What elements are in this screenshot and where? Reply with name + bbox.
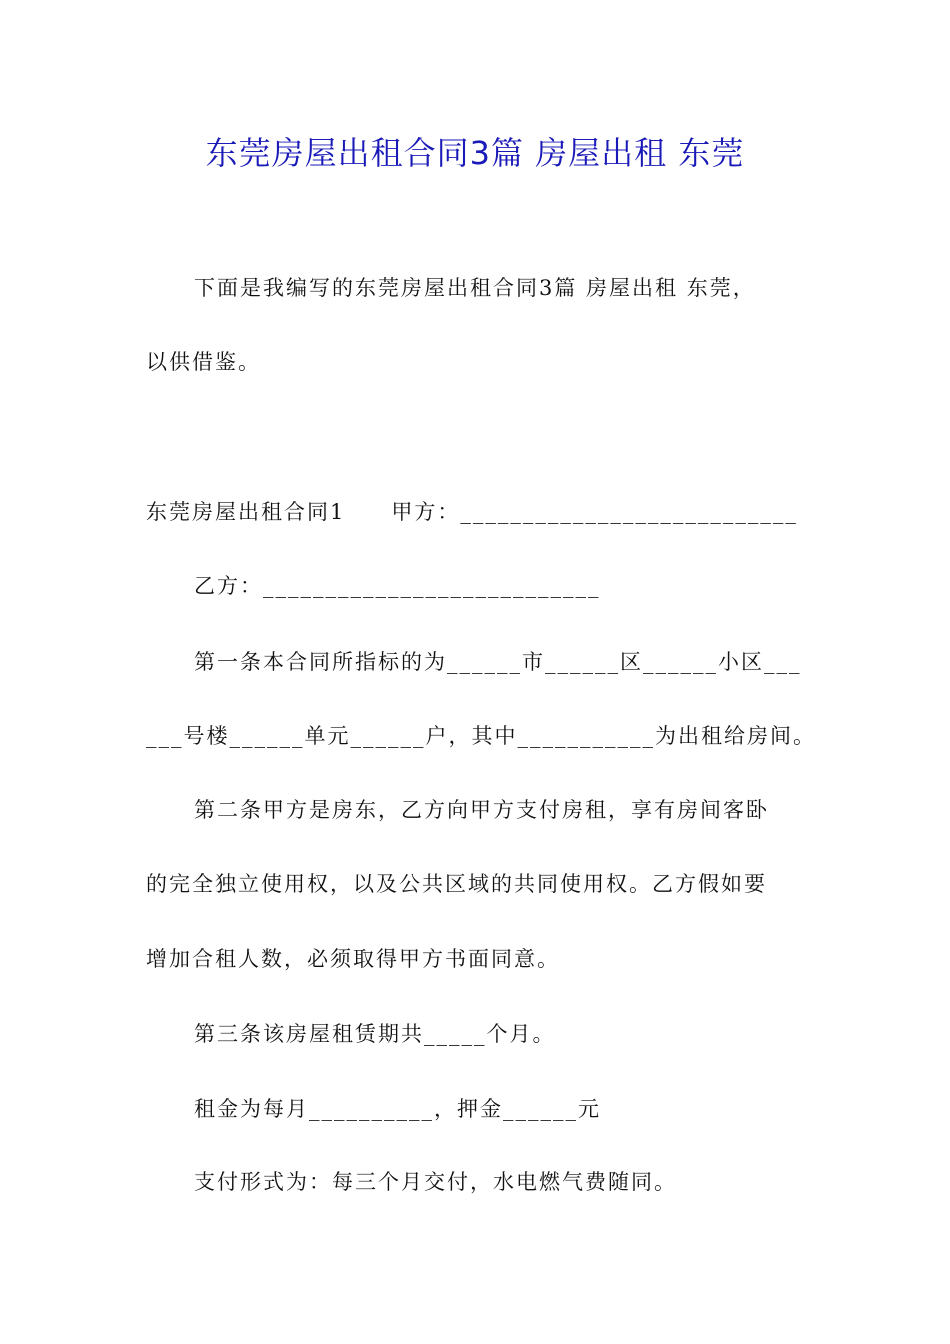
article2-line-1: 第二条甲方是房东，乙方向甲方支付房租，享有房间客卧 [194, 798, 769, 822]
intro-line-2: 以供借鉴。 [146, 350, 261, 374]
party-b-line: 乙方：___________________________ [194, 574, 601, 598]
article1-line-2: ___号楼______单元______户，其中___________为出租给房间。 [146, 724, 816, 748]
rent-line: 租金为每月__________，押金______元 [194, 1097, 601, 1121]
article3-line: 第三条该房屋租赁期共_____个月。 [194, 1022, 556, 1046]
intro-line-1: 下面是我编写的东莞房屋出租合同3篇 房屋出租 东莞， [194, 276, 756, 300]
article1-line-1: 第一条本合同所指标的为______市______区______小区___ [194, 650, 802, 674]
article2-line-2: 的完全独立使用权，以及公共区域的共同使用权。乙方假如要 [146, 872, 767, 896]
article2-line-3: 增加合租人数，必须取得甲方书面同意。 [146, 947, 560, 971]
contract-heading-party-a: 东莞房屋出租合同1 甲方：___________________________ [146, 500, 798, 524]
payment-line: 支付形式为：每三个月交付，水电燃气费随同。 [194, 1170, 677, 1194]
document-title: 东莞房屋出租合同3篇 房屋出租 东莞 [205, 134, 745, 172]
